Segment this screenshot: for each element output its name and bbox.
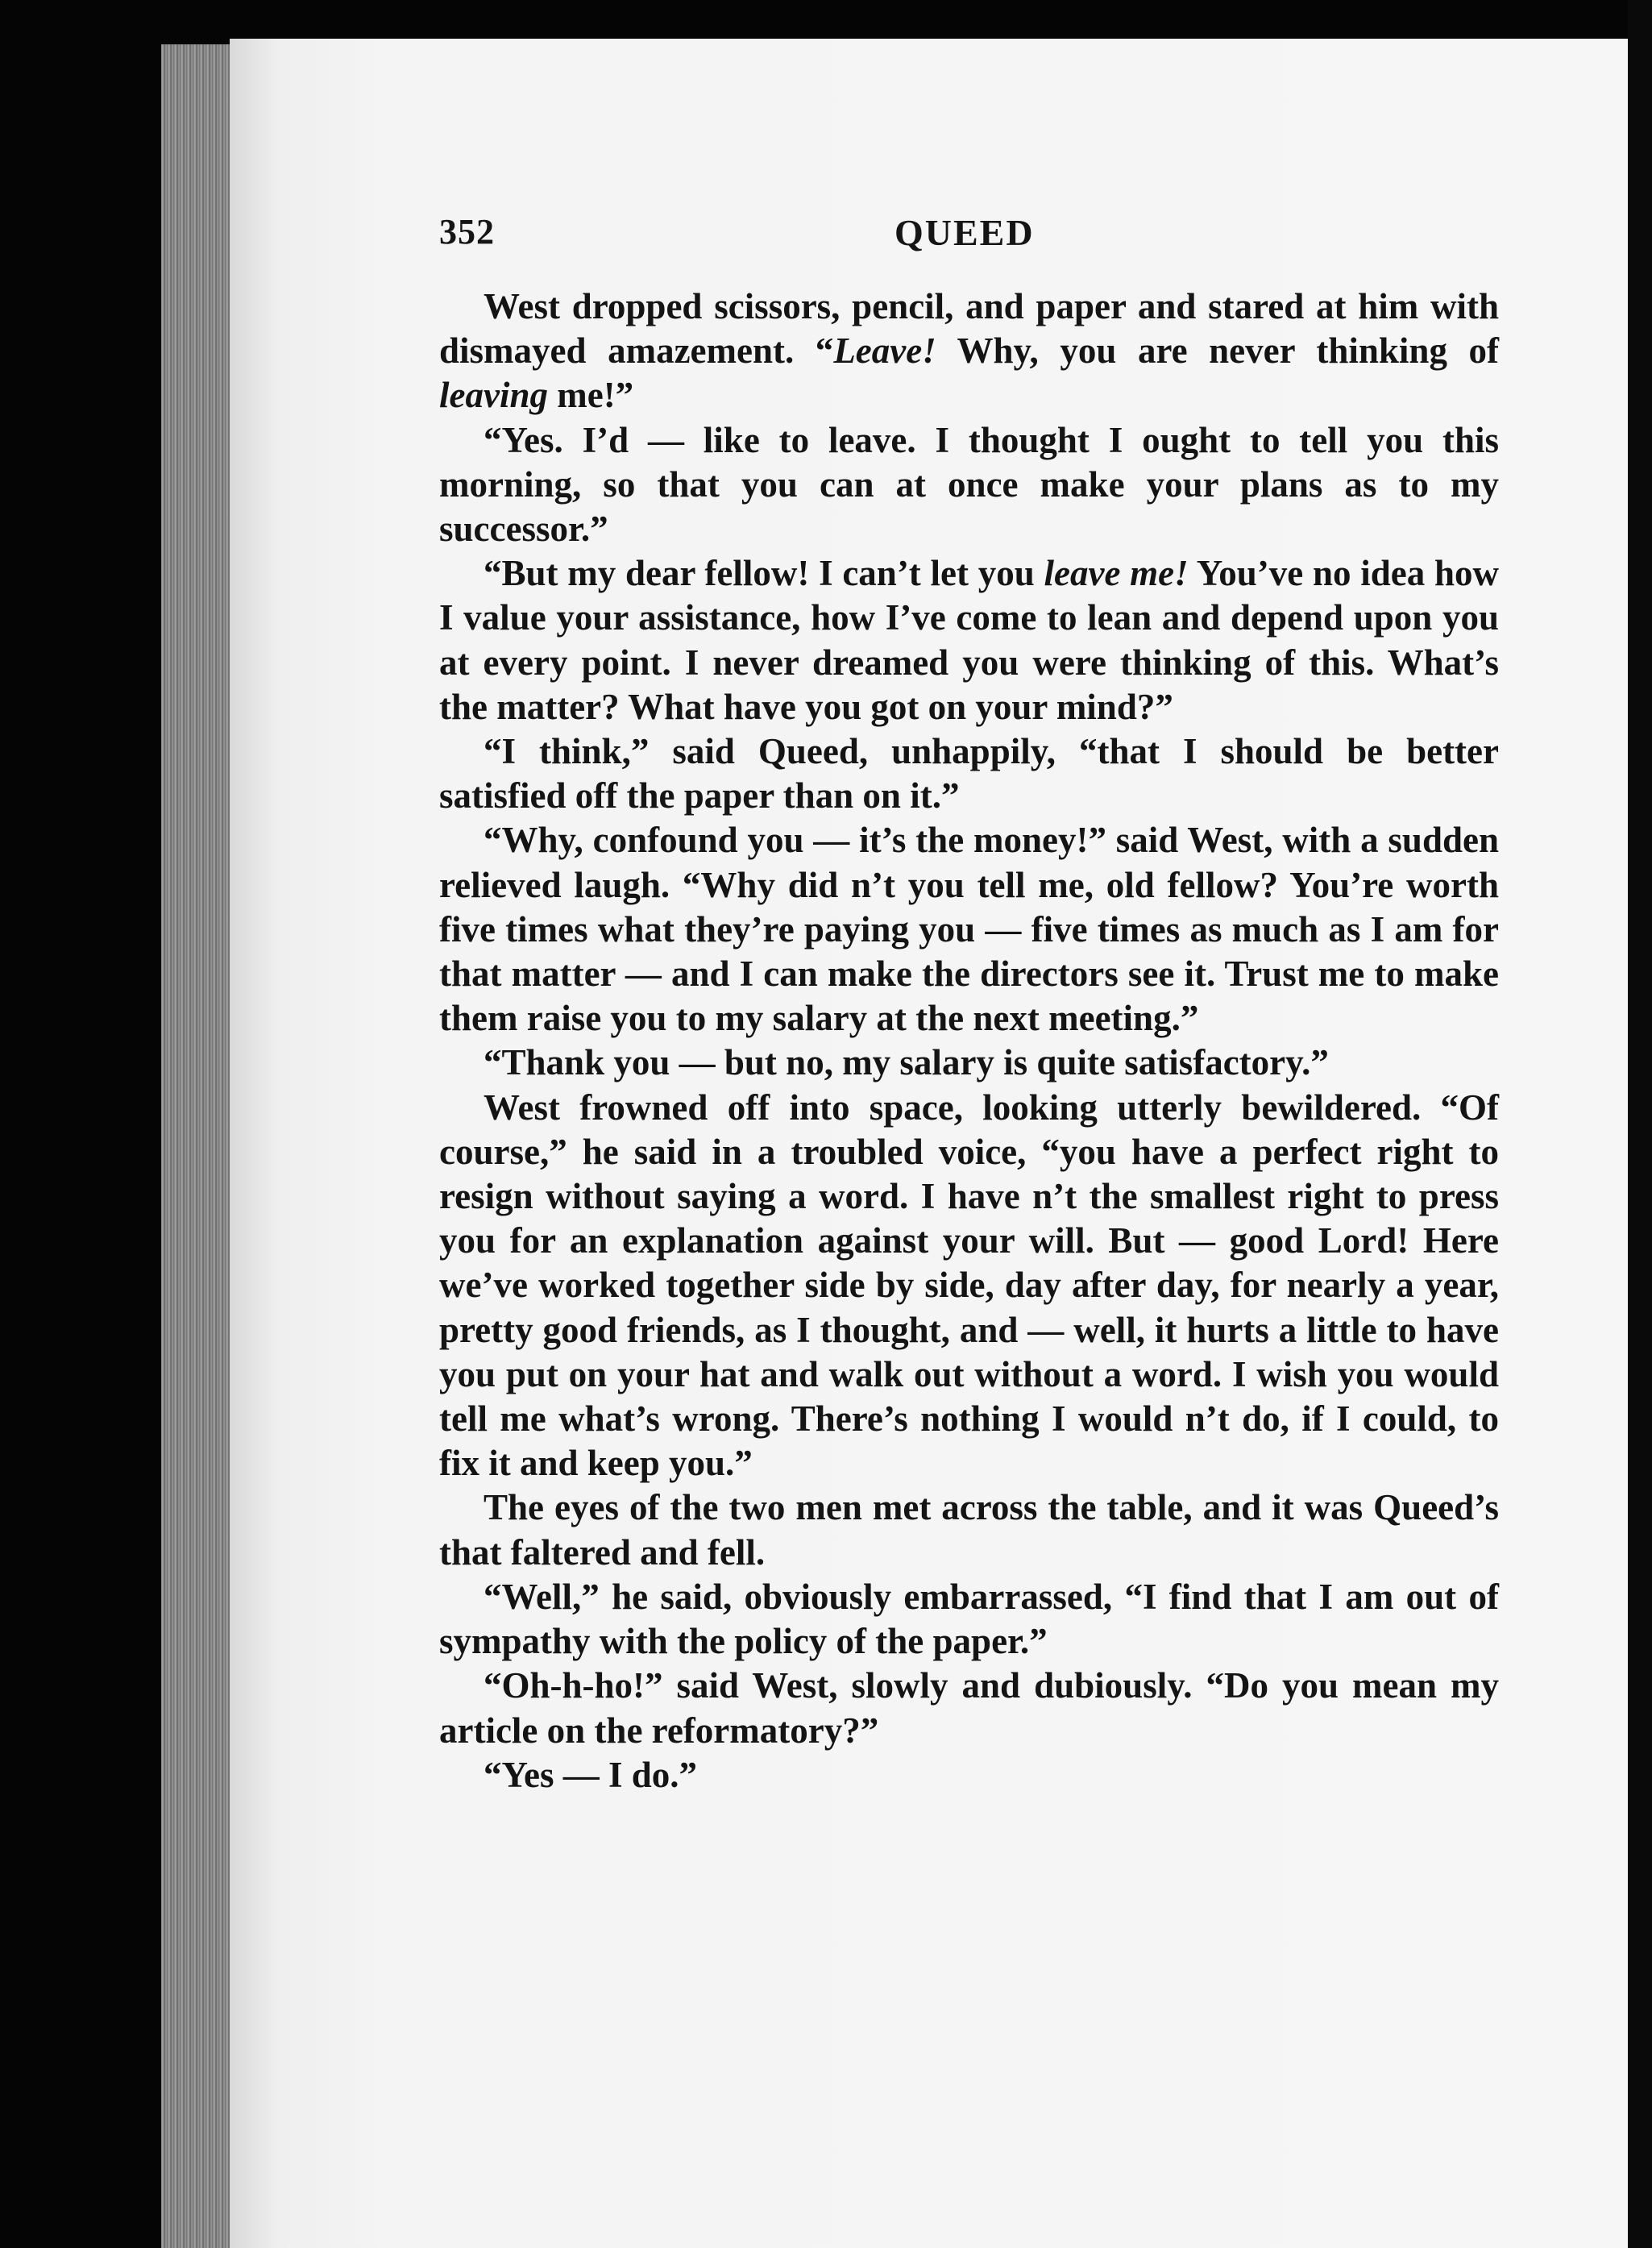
text-run: “Why, confound you — it’s the money!” said West, with a sudden relieved laugh. “Why did n’t you tell me, old fellow? You’re worth five times what they’re paying you — five times as much as I am for that matter — and I can make the directors see it. Trust me to make them raise you to my salary at the next meeting.” [439, 820, 1499, 1039]
text-run: West frowned off into space, looking utterly bewildered. “Of course,” he said in a troubled voice, “you have a perfect right to resign without saying a word. I have n’t the smallest right to press you for an explanation against your will. But — good Lord! Here we’ve worked together side by side, day after day, for nearly a year, pretty good friends, as I thought, and — well, it hurts a little to have you put on your hat and walk out without a word. I wish you would tell me what’s wrong. There’s nothing I would n’t do, if I could, to fix it and keep you.” [439, 1087, 1499, 1484]
text-run: “But my dear fellow! I can’t let you [484, 553, 1044, 594]
italic-text: Leave! [833, 330, 936, 372]
paragraph [439, 1575, 1499, 1664]
text-run: “Yes — I do.” [484, 1754, 698, 1795]
text-run: me!” [547, 375, 634, 416]
paragraph [439, 1486, 1499, 1574]
book-title: QUEED [894, 212, 1035, 253]
paragraph [439, 1753, 1499, 1797]
running-head [439, 211, 1499, 268]
italic-text: leave me! [1044, 553, 1189, 594]
body-text [439, 285, 1499, 1797]
paragraph [439, 729, 1499, 818]
paragraph [439, 1041, 1499, 1085]
text-run: “Oh-h-ho!” said West, slowly and dubiously. “Do you mean my article on the reformatory?” [439, 1665, 1499, 1751]
text-run: The eyes of the two men met across the table, and it was Queed’s that faltered and fell. [439, 1487, 1499, 1573]
text-run: West dropped scissors, pencil, and paper and stared at him with dismayed amazement. “ [439, 286, 1499, 372]
text-run: “I think,” said Queed, unhappily, “that I should be better satisfied off the paper than on it.” [439, 731, 1499, 817]
right-margin-shadow [1628, 0, 1652, 2248]
paragraph [439, 551, 1499, 729]
text-run: “Well,” he said, obviously embarrassed, “I find that I am out of sympathy with the policy of the paper.” [439, 1576, 1499, 1662]
text-run: “Yes. I’d — like to leave. I thought I ought to tell you this morning, so that you can at once make your plans as to my successor.” [439, 419, 1499, 550]
paragraph [439, 818, 1499, 1041]
text-run: “Thank you — but no, my salary is quite satisfactory.” [484, 1042, 1329, 1083]
paragraph [439, 1086, 1499, 1486]
text-run: You’ve no idea how I value your assistance, how I’ve come to lean and depend upon you at every point. I never dreamed you were thinking of this. What’s the matter? What have you got on your mind?” [439, 553, 1499, 727]
text-run: Why, you are never thinking of [936, 330, 1499, 372]
book-page-edges [161, 44, 238, 2248]
paragraph [439, 1664, 1499, 1752]
paragraph [439, 285, 1499, 418]
page-number: 352 [439, 212, 495, 251]
paragraph [439, 418, 1499, 552]
italic-text: leaving [439, 375, 548, 416]
